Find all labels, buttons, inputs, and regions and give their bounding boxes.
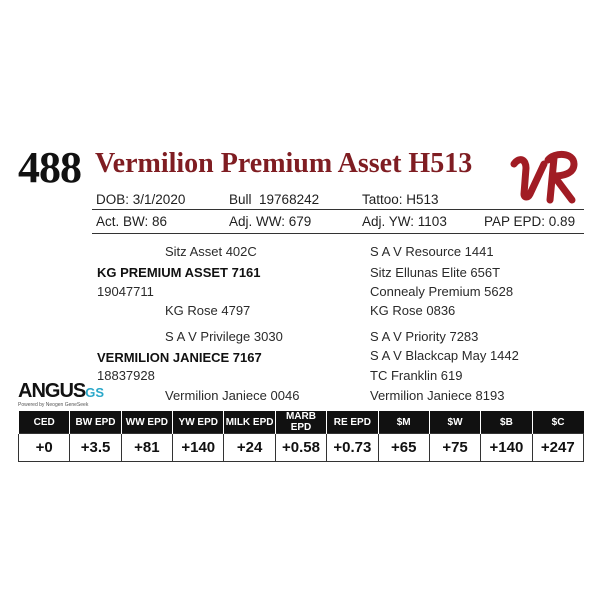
epd-header-c: $C (532, 411, 583, 434)
dam-registration: 18837928 (97, 368, 155, 383)
birth-weight-row (96, 214, 167, 230)
sire-dam: KG Rose 4797 (165, 303, 251, 318)
epd-header-milk: MILK EPD (224, 411, 275, 434)
pap-epd-label: PAP EPD: (484, 214, 546, 229)
weaning-weight-label: Adj. WW: (229, 214, 286, 229)
animal-name: Vermilion Premium Asset H513 (95, 148, 473, 179)
lot-number: 488 (18, 143, 81, 192)
dob-row (96, 192, 185, 208)
epd-header-bw: BW EPD (70, 411, 121, 434)
sire-registration: 19047711 (97, 284, 154, 299)
epd-header-b: $B (481, 411, 532, 434)
dam-dam-dam: Vermilion Janiece 8193 (370, 388, 505, 403)
birth-weight-label: Act. BW: (96, 214, 149, 229)
epd-value-c: +247 (532, 434, 583, 462)
tattoo-value: H513 (406, 192, 439, 207)
registration-row (229, 192, 319, 208)
divider (92, 233, 584, 234)
pap-epd-row (484, 214, 575, 230)
angus-logo-text: ANGUS (18, 380, 86, 402)
epd-value-milk: +24 (224, 434, 275, 462)
epd-header-yw: YW EPD (173, 411, 224, 434)
dob-label: DOB: (96, 192, 130, 207)
yearling-weight-value: 1103 (417, 214, 447, 229)
weaning-weight-value: 679 (288, 214, 312, 229)
dam-sire-dam: S A V Blackcap May 1442 (370, 348, 519, 363)
weaning-weight-row (229, 214, 311, 230)
dam-name: VERMILION JANIECE 7167 (97, 350, 262, 365)
tattoo-label: Tattoo: (362, 192, 403, 207)
tattoo-row (362, 192, 439, 208)
dam-sire-sire: S A V Priority 7283 (370, 329, 479, 344)
vr-brand-logo-icon (510, 146, 582, 206)
divider (92, 209, 584, 210)
sire-sire: Sitz Asset 402C (165, 244, 257, 259)
dam-sire: S A V Privilege 3030 (165, 329, 283, 344)
birth-weight-value: 86 (152, 214, 168, 229)
sire-sire-sire: S A V Resource 1441 (370, 244, 494, 259)
sire-sire-dam: Sitz Ellunas Elite 656T (370, 265, 501, 280)
dam-dam-sire: TC Franklin 619 (370, 368, 463, 383)
registration-number: 19768242 (259, 192, 320, 207)
epd-header-re: RE EPD (327, 411, 378, 434)
epd-value-marb: +0.58 (275, 434, 326, 462)
epd-value-ced: +0 (19, 434, 70, 462)
sire-dam-sire: Connealy Premium 5628 (370, 284, 514, 299)
pap-epd-value: 0.89 (548, 214, 576, 229)
epd-header-m: $M (378, 411, 429, 434)
dob-value: 3/1/2020 (132, 192, 186, 207)
yearling-weight-label: Adj. YW: (362, 214, 415, 229)
epd-value-row (19, 434, 584, 462)
epd-table (18, 411, 584, 462)
angus-gs-text: GS (85, 385, 105, 400)
yearling-weight-row (362, 214, 447, 230)
sire-dam-dam: KG Rose 0836 (370, 303, 456, 318)
epd-header-row (19, 411, 584, 434)
angus-logo-subtitle: Powered by Neogen GeneSeek (18, 402, 89, 408)
epd-header-ww: WW EPD (121, 411, 172, 434)
epd-value-b: +140 (481, 434, 532, 462)
epd-value-bw: +3.5 (70, 434, 121, 462)
sire-name: KG PREMIUM ASSET 7161 (97, 265, 261, 280)
angus-gs-logo (18, 381, 104, 408)
epd-value-re: +0.73 (327, 434, 378, 462)
epd-value-yw: +140 (173, 434, 224, 462)
dam-dam: Vermilion Janiece 0046 (165, 388, 300, 403)
epd-value-w: +75 (429, 434, 480, 462)
epd-header-ced: CED (19, 411, 70, 434)
epd-header-w: $W (429, 411, 480, 434)
epd-header-marb: MARB EPD (275, 411, 326, 434)
registration-label: Bull (229, 192, 252, 207)
epd-value-m: +65 (378, 434, 429, 462)
epd-value-ww: +81 (121, 434, 172, 462)
